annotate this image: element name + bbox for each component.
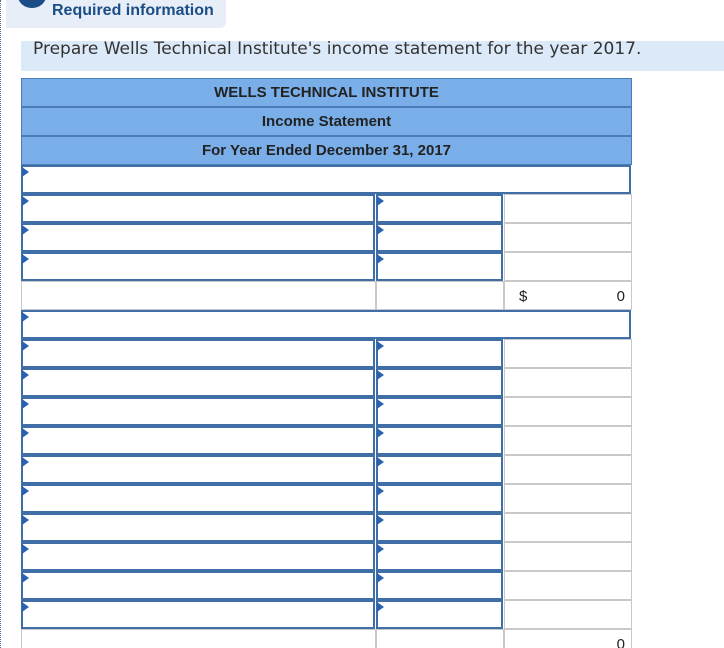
expenses-total-cell	[504, 629, 632, 648]
account-select[interactable]	[21, 484, 375, 513]
amount-flag-icon[interactable]	[377, 515, 384, 525]
amount-flag-icon[interactable]	[377, 457, 384, 467]
total-cell	[504, 542, 632, 571]
expense-line-row	[21, 513, 632, 542]
dropdown-flag-icon[interactable]	[22, 225, 29, 235]
expense-line-row	[21, 571, 632, 600]
account-select[interactable]	[21, 542, 375, 571]
revenue-total-value: 0	[616, 288, 625, 305]
instruction-text: Prepare Wells Technical Institute's income statement for the year 2017.	[21, 41, 724, 71]
total-cell	[504, 223, 632, 252]
section-heading-input[interactable]	[21, 310, 631, 339]
amount-flag-icon[interactable]	[377, 196, 384, 206]
company-name: WELLS TECHNICAL INSTITUTE	[21, 78, 632, 107]
left-dotted-border	[0, 0, 1, 648]
account-select[interactable]	[21, 426, 375, 455]
statement-title: Income Statement	[21, 107, 632, 136]
dropdown-flag-icon[interactable]	[22, 428, 29, 438]
revenue-total-row	[21, 281, 632, 310]
dropdown-flag-icon[interactable]	[22, 544, 29, 554]
amount-input[interactable]	[376, 513, 503, 542]
account-select[interactable]	[21, 513, 375, 542]
amount-input[interactable]	[376, 252, 503, 281]
expense-line-row	[21, 426, 632, 455]
revenue-heading-row	[21, 165, 632, 194]
dropdown-flag-icon[interactable]	[22, 312, 29, 322]
revenue-line-row	[21, 252, 632, 281]
amount-input[interactable]	[376, 600, 503, 629]
dropdown-flag-icon[interactable]	[22, 515, 29, 525]
total-cell	[504, 455, 632, 484]
subtotal-cell	[376, 281, 504, 310]
total-label-cell	[21, 629, 376, 648]
amount-flag-icon[interactable]	[377, 341, 384, 351]
account-select[interactable]	[21, 252, 375, 281]
amount-flag-icon[interactable]	[377, 254, 384, 264]
revenue-line-row	[21, 194, 632, 223]
total-cell	[504, 484, 632, 513]
account-select[interactable]	[21, 223, 375, 252]
currency-symbol: $	[519, 288, 528, 305]
account-select[interactable]	[21, 368, 375, 397]
dropdown-flag-icon[interactable]	[22, 370, 29, 380]
subtotal-cell	[376, 629, 504, 648]
amount-flag-icon[interactable]	[377, 486, 384, 496]
total-cell	[504, 194, 632, 223]
account-select[interactable]	[21, 194, 375, 223]
expense-line-row	[21, 484, 632, 513]
expense-line-row	[21, 339, 632, 368]
amount-flag-icon[interactable]	[377, 225, 384, 235]
expense-line-row	[21, 542, 632, 571]
amount-input[interactable]	[376, 571, 503, 600]
amount-input[interactable]	[376, 368, 503, 397]
amount-input[interactable]	[376, 426, 503, 455]
info-icon	[18, 0, 46, 8]
amount-input[interactable]	[376, 455, 503, 484]
expense-line-row	[21, 455, 632, 484]
expense-line-row	[21, 368, 632, 397]
amount-flag-icon[interactable]	[377, 370, 384, 380]
amount-flag-icon[interactable]	[377, 573, 384, 583]
amount-flag-icon[interactable]	[377, 602, 384, 612]
expense-line-row	[21, 600, 632, 629]
account-select[interactable]	[21, 455, 375, 484]
amount-input[interactable]	[376, 339, 503, 368]
required-info-label: Required information	[52, 2, 214, 19]
expenses-total-value: 0	[616, 636, 625, 648]
dropdown-flag-icon[interactable]	[22, 167, 29, 177]
amount-flag-icon[interactable]	[377, 399, 384, 409]
amount-flag-icon[interactable]	[377, 428, 384, 438]
expense-line-row	[21, 397, 632, 426]
amount-input[interactable]	[376, 542, 503, 571]
dropdown-flag-icon[interactable]	[22, 486, 29, 496]
revenue-total-cell	[504, 281, 632, 310]
revenue-line-row	[21, 223, 632, 252]
account-select[interactable]	[21, 600, 375, 629]
amount-input[interactable]	[376, 484, 503, 513]
dropdown-flag-icon[interactable]	[22, 196, 29, 206]
expenses-total-row	[21, 629, 632, 648]
expenses-heading-row	[21, 310, 632, 339]
total-cell	[504, 600, 632, 629]
total-cell	[504, 252, 632, 281]
amount-input[interactable]	[376, 194, 503, 223]
dropdown-flag-icon[interactable]	[22, 399, 29, 409]
section-heading-input[interactable]	[21, 165, 631, 194]
total-cell	[504, 368, 632, 397]
total-cell	[504, 513, 632, 542]
required-info-badge	[6, 0, 226, 28]
statement-period: For Year Ended December 31, 2017	[21, 136, 632, 165]
total-cell	[504, 426, 632, 455]
amount-input[interactable]	[376, 223, 503, 252]
account-select[interactable]	[21, 571, 375, 600]
total-label-cell	[21, 281, 376, 310]
dropdown-flag-icon[interactable]	[22, 573, 29, 583]
dropdown-flag-icon[interactable]	[22, 457, 29, 467]
total-cell	[504, 571, 632, 600]
amount-flag-icon[interactable]	[377, 544, 384, 554]
total-cell	[504, 397, 632, 426]
account-select[interactable]	[21, 397, 375, 426]
amount-input[interactable]	[376, 397, 503, 426]
dropdown-flag-icon[interactable]	[22, 602, 29, 612]
dropdown-flag-icon[interactable]	[22, 254, 29, 264]
dropdown-flag-icon[interactable]	[22, 341, 29, 351]
total-cell	[504, 339, 632, 368]
account-select[interactable]	[21, 339, 375, 368]
